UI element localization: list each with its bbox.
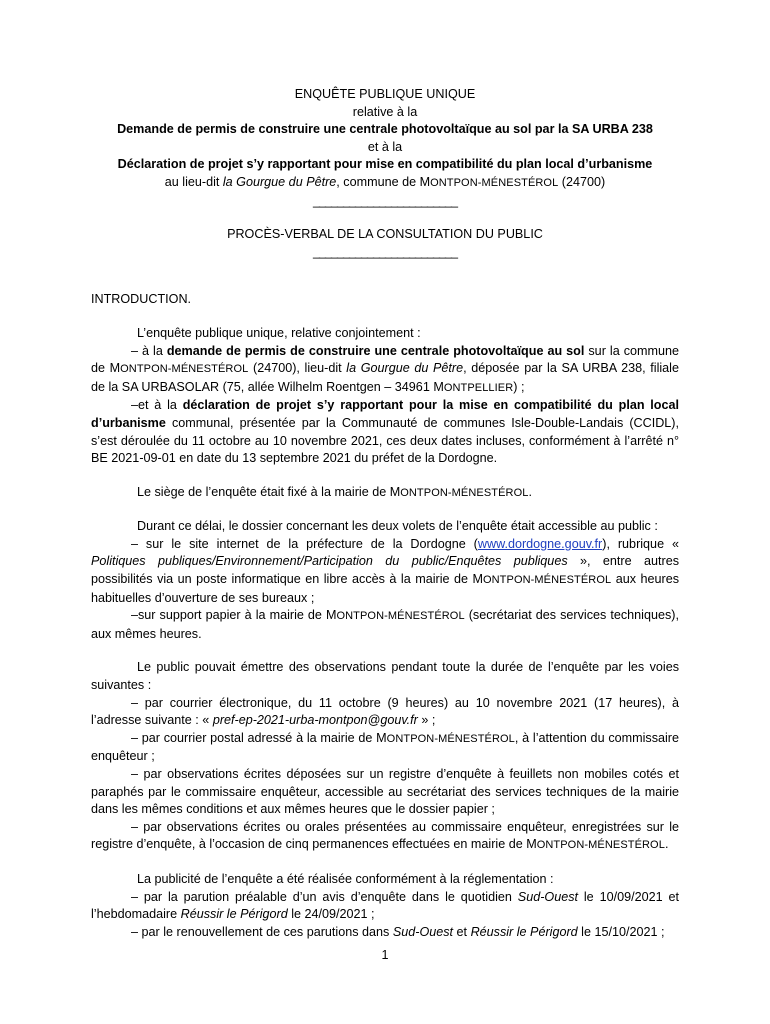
title-subline: relative à la (352, 104, 418, 119)
title-declaration-line: Déclaration de projet s’y rapportant pour mise en compatibilité du plan local d’urbanisme (117, 157, 653, 172)
email-address: pref-ep-2021-urba-montpon@gouv.fr (212, 713, 418, 728)
separator-line-2: ________________________ (312, 244, 458, 259)
separator-line: ________________________ (312, 193, 458, 208)
paragraph-siege: Le siège de l’enquête était fixé à la mairie de MONTPON-MÉNESTÉROL. (137, 484, 532, 499)
title-block (91, 86, 679, 261)
pv-title: PROCÈS-VERBAL DE LA CONSULTATION DU PUBLIC (227, 227, 543, 242)
paragraph-intro: L’enquête publique unique, relative conjointement : – à la demande de permis de construire une centrale photovoltaïque au sol sur la commune de MONTPON-MÉNESTÉROL (24700), lieu-dit la Gourgue du Pêtre, déposée par la SA URBA 238, filiale de la SA URBASOLAR (75, allée Wilhelm Roentgen – 34961 MONTPELLIER) ; –et à la déclaration de projet s’y rapportant pour la mise en compatibilité du plan local d’urbanisme communal, présentée par la Communauté de communes Isle-Double-Landais (CCIDL), s’est déroulée du 11 octobre au 10 novembre 2021, ces deux dates incluses, conformément à l’arrêté n° BE 2021-09-01 en date du 13 septembre 2021 du préfet de la Dordogne. (91, 325, 680, 466)
title-location-line: au lieu-dit la Gourgue du Pêtre, commune de MONTPON-MÉNESTÉROL (24700) (164, 174, 606, 189)
section-heading: INTRODUCTION. (91, 292, 192, 307)
title-line: ENQUÊTE PUBLIQUE UNIQUE (294, 87, 476, 101)
document-page (91, 86, 679, 941)
page-number: 1 (381, 948, 389, 962)
paragraph-observations: Le public pouvait émettre des observations pendant toute la durée de l’enquête par les voies suivantes : – par courrier électronique, du 11 octobre (9 heures) au 10 novembre 2021 (17 heures), à l’adresse suivante : « pref-ep-2021-urba-montpon@gouv.fr » ; – par courrier postal adressé à la mairie de MONTPON-MÉNESTÉROL, à l’attention du commissaire enquêteur ; – par observations écrites déposées sur un registre d’enquête à feuillets non mobiles cotés et paraphés par le commissaire enquêteur, accessible au secrétariat des services techniques de la mairie dans les mêmes conditions et aux mêmes heures que le dossier papier ; – par observations écrites ou orales présentées au commissaire enquêteur, enregistrées sur le registre d’enquête, à l’occasion de cinq permanences effectuées en mairie de MONTPON-MÉNESTÉROL. (91, 660, 679, 852)
dordogne-website-link[interactable]: www.dordogne.gouv.fr (477, 536, 603, 551)
title-permit-line: Demande de permis de construire une centrale photovoltaïque au sol par la SA URBA 238 (117, 122, 653, 137)
title-subline-2: et à la (367, 139, 403, 154)
paragraph-dossier: Durant ce délai, le dossier concernant les deux volets de l’enquête était accessible au public : – sur le site internet de la préfecture de la Dordogne (www.dordogne.gouv.fr), rubrique « Politiques publiques/Environnement/Participation du public/Enquêtes publiques », entre autres possibilités via un poste informatique en libre accès à la mairie de MONTPON-MÉNESTÉROL aux heures habituelles d’ouverture de ses bureaux ; –sur support papier à la mairie de MONTPON-MÉNESTÉROL (secrétariat des services techniques), aux mêmes heures. (91, 519, 679, 641)
paragraph-publicite: La publicité de l’enquête a été réalisée conformément à la réglementation : – par la parution préalable d’un avis d’enquête dans le quotidien Sud-Ouest le 10/09/2021 et l’hebdomadaire Réussir le Périgord le 24/09/2021 ; – par le renouvellement de ces parutions dans Sud-Ouest et Réussir le Périgord le 15/10/2021 ; (91, 871, 679, 939)
